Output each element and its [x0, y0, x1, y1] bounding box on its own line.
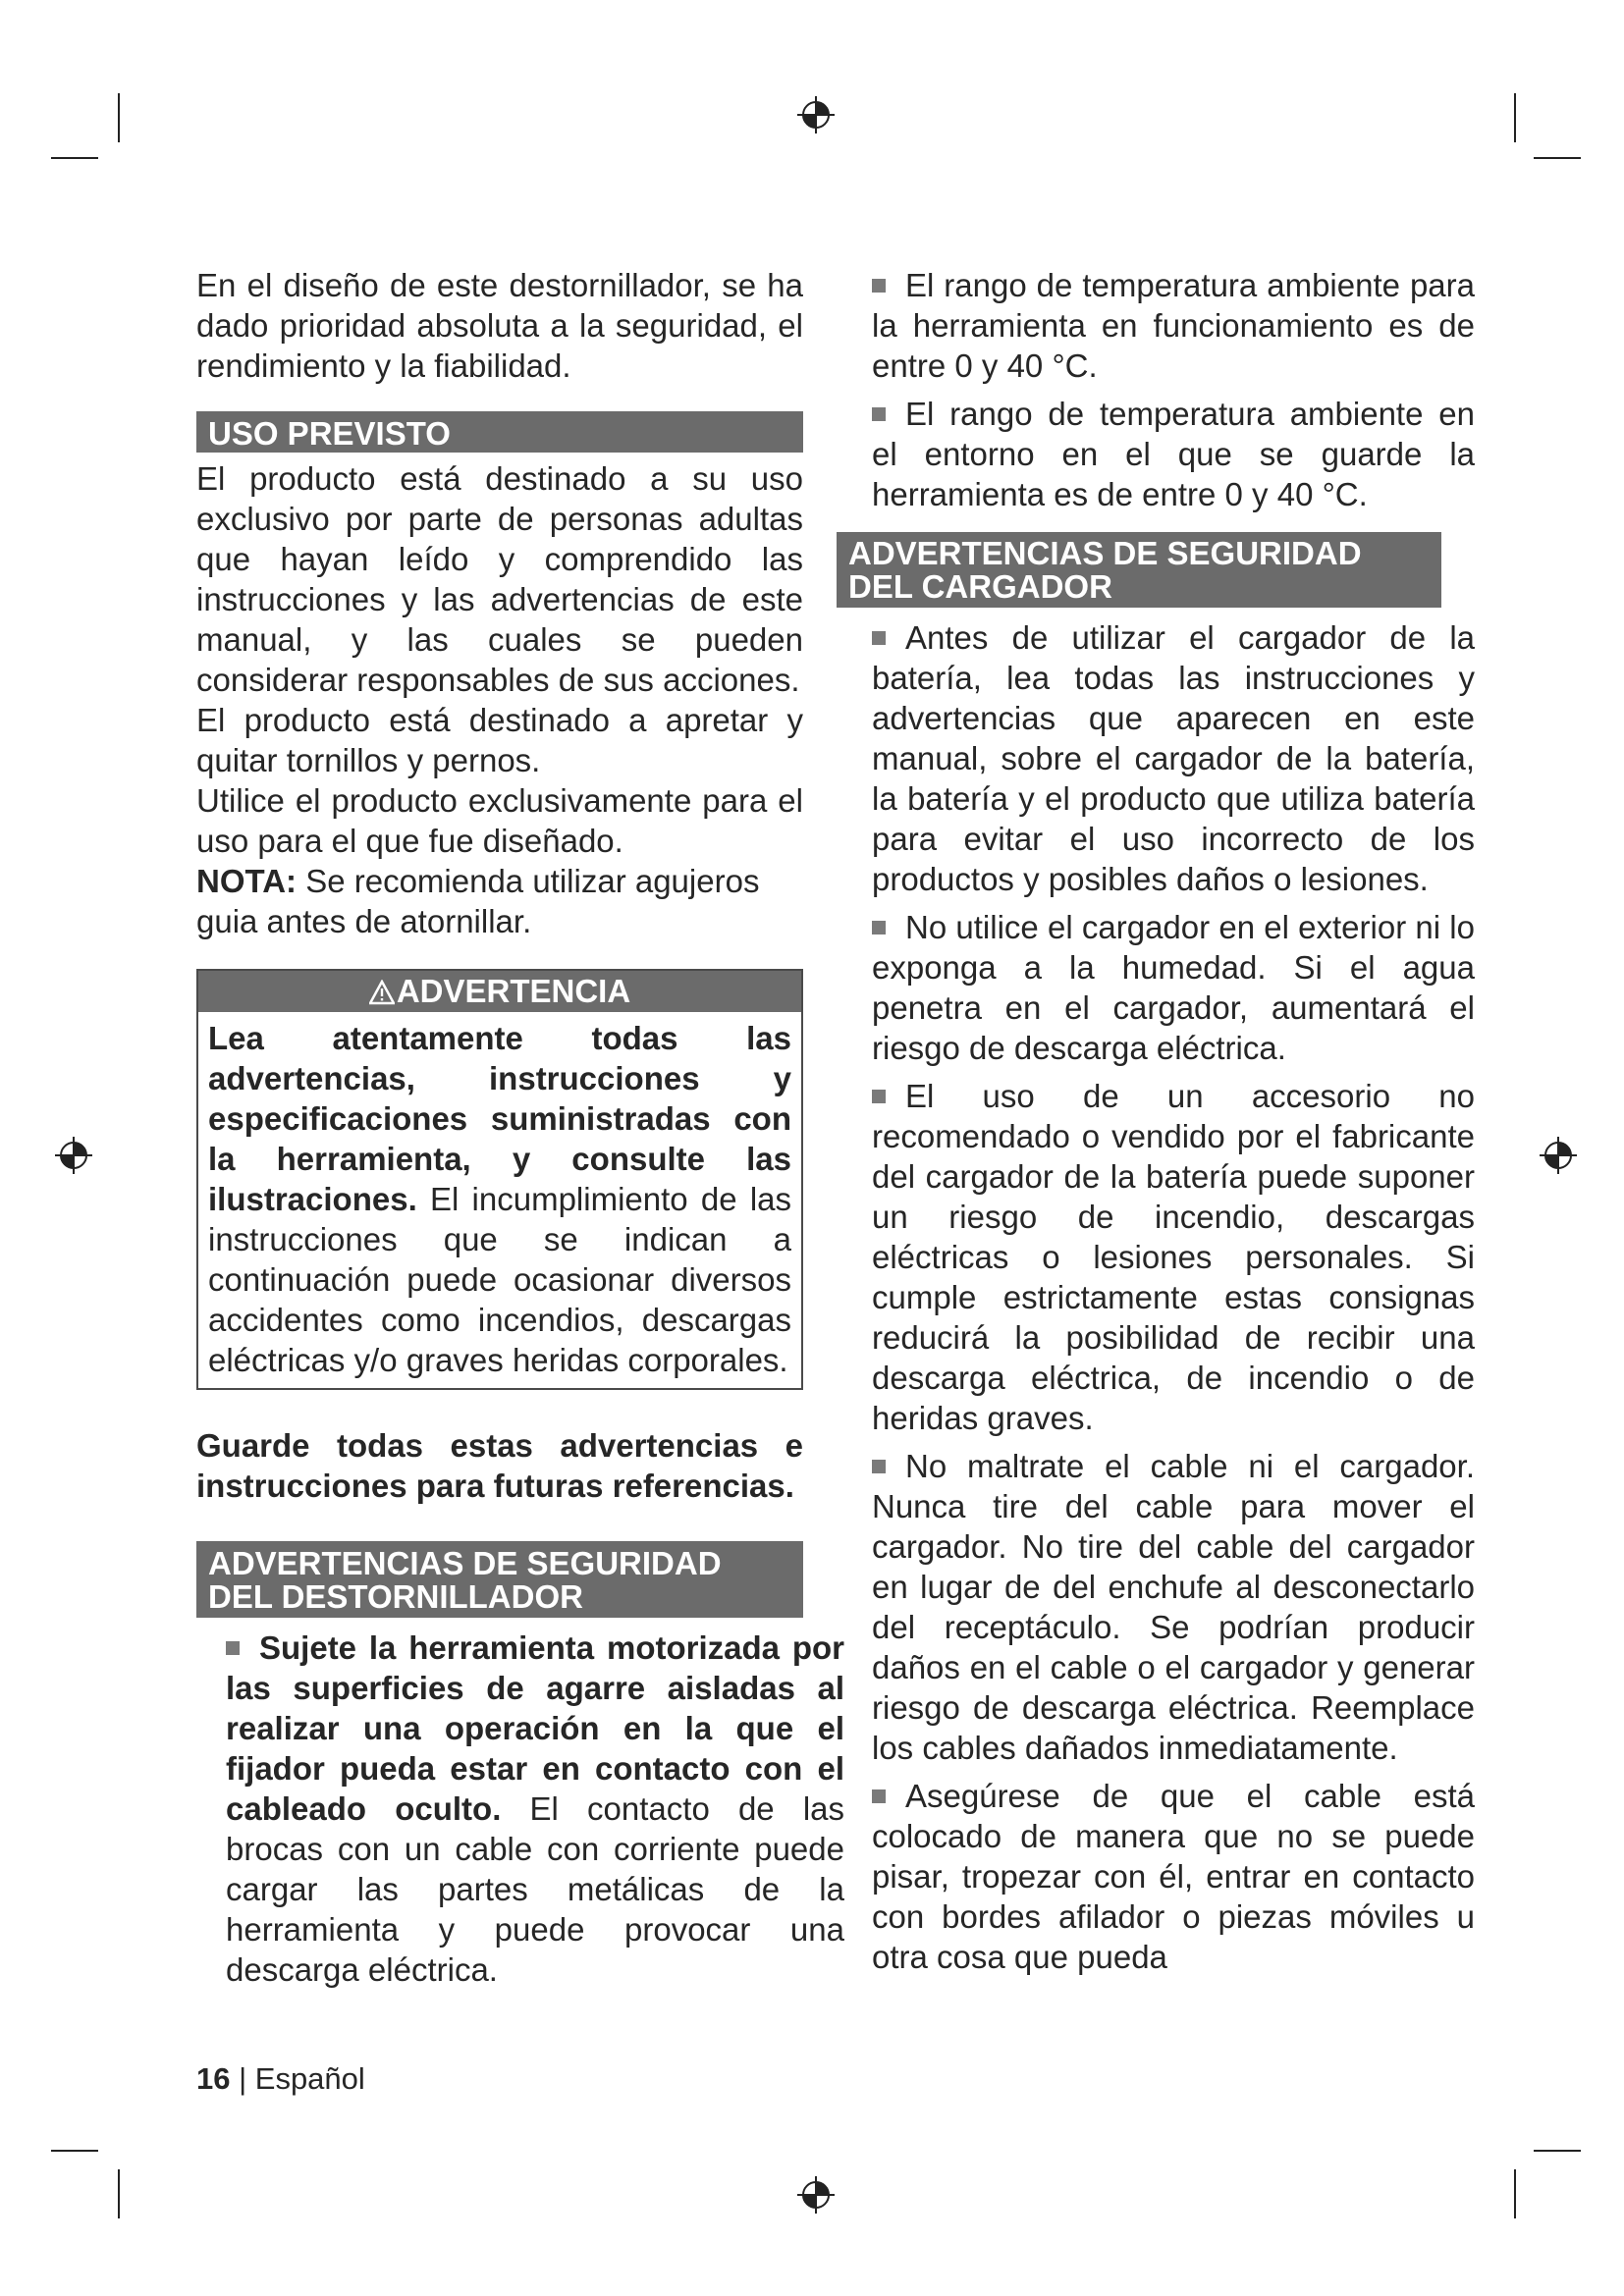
footer-language: Español: [254, 2061, 365, 2096]
guarde-paragraph: Guarde todas estas advertencias e instrucciones para futuras referencias.: [196, 1427, 803, 1504]
destornillador-text: El contacto de las brocas con un cable con corriente puede cargar las partes metálicas de la herramienta y puede provocar una descarga eléctrica.: [226, 1790, 845, 1988]
left-column: [196, 265, 845, 1990]
cargador-bullet-5: [872, 1776, 1475, 1977]
cargador-text-2: No utilice el cargador en el exterior ni lo exponga a la humedad. Si el agua penetra en el cargador, aumentará el riesgo de descarga eléctrica.: [872, 909, 1475, 1066]
section-heading-cargador: [837, 532, 1441, 608]
uso-paragraph-1: El producto está destinado a su uso exclusivo por parte de personas adultas que hayan leído y comprendido las instrucciones y las advertencias de este manual, y las cuales se pueden considerar responsables de sus acciones.: [196, 460, 803, 698]
temperature-bullet-2: [872, 394, 1475, 514]
bullet-square-icon: [872, 1789, 886, 1803]
warning-triangle-icon: [369, 980, 395, 1005]
cargador-heading-line-2: DEL CARGADOR: [848, 568, 1112, 605]
uso-paragraph-3: Utilice el producto exclusivamente para el uso para el que fue diseñado.: [196, 782, 803, 859]
warning-text: El incumplimiento de las instrucciones que se indican a continuación puede ocasionar diversos accidentes como incendios, descargas eléctricas y/o graves heridas corporales.: [208, 1181, 791, 1378]
warning-body: [198, 1012, 801, 1388]
section-heading-destornillador: [196, 1541, 803, 1618]
nota-text: Se recomienda utilizar agujeros guia antes de atornillar.: [196, 863, 760, 939]
registration-mark-icon: [1538, 1135, 1579, 1176]
crop-mark: [1514, 93, 1516, 142]
crop-mark: [1534, 157, 1581, 159]
warning-bold-text: Lea atentamente todas las advertencias, instrucciones y especificaciones suministradas con la herramienta, y consulte las ilustraciones.: [208, 1020, 791, 1217]
temperature-bullet-1: [872, 265, 1475, 386]
destornillador-heading-line-1: ADVERTENCIAS DE SEGURIDAD: [208, 1545, 722, 1581]
cargador-text-5: Asegúrese de que el cable está colocado de manera que no se puede pisar, tropezar con él, entrar en contacto con bordes afilador o piezas móviles u otra cosa que pueda: [872, 1778, 1475, 1975]
cargador-bullet-1: [872, 617, 1475, 899]
crop-mark: [1514, 2169, 1516, 2218]
temperature-text-2: El rango de temperatura ambiente en el entorno en el que se guarde la herramienta es de entre 0 y 40 °C.: [872, 396, 1475, 512]
destornillador-bold-text: Sujete la herramienta motorizada por las superficies de agarre aisladas al realizar una operación en la que el fijador pueda estar en contacto con el cableado oculto.: [226, 1629, 844, 1827]
intro-paragraph: En el diseño de este destornillador, se ha dado prioridad absoluta a la seguridad, el rendimiento y la fiabilidad.: [196, 267, 803, 384]
right-column: [837, 265, 1475, 1977]
registration-mark-icon: [795, 94, 837, 135]
bullet-square-icon: [872, 279, 886, 293]
crop-mark: [1534, 2150, 1581, 2152]
registration-mark-icon: [795, 2174, 837, 2216]
section-heading-uso-previsto: USO PREVISTO: [196, 411, 803, 453]
bullet-square-icon: [226, 1641, 240, 1655]
crop-mark: [51, 2150, 98, 2152]
nota-paragraph: [196, 861, 803, 941]
crop-mark: [118, 93, 120, 142]
page-number: 16: [196, 2061, 231, 2096]
warning-title: ADVERTENCIA: [396, 973, 631, 1009]
destornillador-heading-line-2: DEL DESTORNILLADOR: [208, 1578, 583, 1615]
page-footer: [196, 2061, 365, 2097]
bullet-square-icon: [872, 631, 886, 645]
crop-mark: [118, 2169, 120, 2218]
footer-separator: |: [230, 2061, 255, 2096]
bullet-square-icon: [872, 921, 886, 934]
warning-header: [198, 971, 801, 1012]
bullet-square-icon: [872, 1090, 886, 1103]
cargador-bullet-3: [872, 1076, 1475, 1438]
temperature-text-1: El rango de temperatura ambiente para la herramienta en funcionamiento es de entre 0 y 40 °C.: [872, 267, 1475, 384]
bullet-square-icon: [872, 407, 886, 421]
warning-box: [196, 969, 803, 1390]
uso-paragraph-2: El producto está destinado a apretar y quitar tornillos y pernos.: [196, 702, 803, 778]
cargador-text-1: Antes de utilizar el cargador de la batería, lea todas las instrucciones y advertencias que aparecen en este manual, sobre el cargador de la batería, la batería y el producto que utiliza batería para evitar el uso incorrecto de los productos y posibles daños o lesiones.: [872, 619, 1475, 897]
cargador-bullet-2: [872, 907, 1475, 1068]
cargador-heading-line-1: ADVERTENCIAS DE SEGURIDAD: [848, 535, 1362, 571]
crop-mark: [51, 157, 98, 159]
nota-label: NOTA:: [196, 863, 298, 899]
bullet-square-icon: [872, 1460, 886, 1473]
cargador-text-4: No maltrate el cable ni el cargador. Nunca tire del cable para mover el cargador. No tire del cable del cargador en lugar de del enchufe al desconectarlo del receptáculo. Se podrían producir daños en el cable o el cargador y generar riesgo de descarga eléctrica. Reemplace los cables dañados inmediatamente.: [872, 1448, 1475, 1766]
registration-mark-icon: [53, 1135, 94, 1176]
cargador-bullet-4: [872, 1446, 1475, 1768]
cargador-text-3: El uso de un accesorio no recomendado o vendido por el fabricante del cargador de la batería puede suponer un riesgo de incendio, descargas eléctricas o lesiones personales. Si cumple estrictamente estas consignas reducirá la posibilidad de recibir una descarga eléctrica, de incendio o de heridas graves.: [872, 1078, 1475, 1436]
destornillador-bullet: [226, 1628, 844, 1990]
